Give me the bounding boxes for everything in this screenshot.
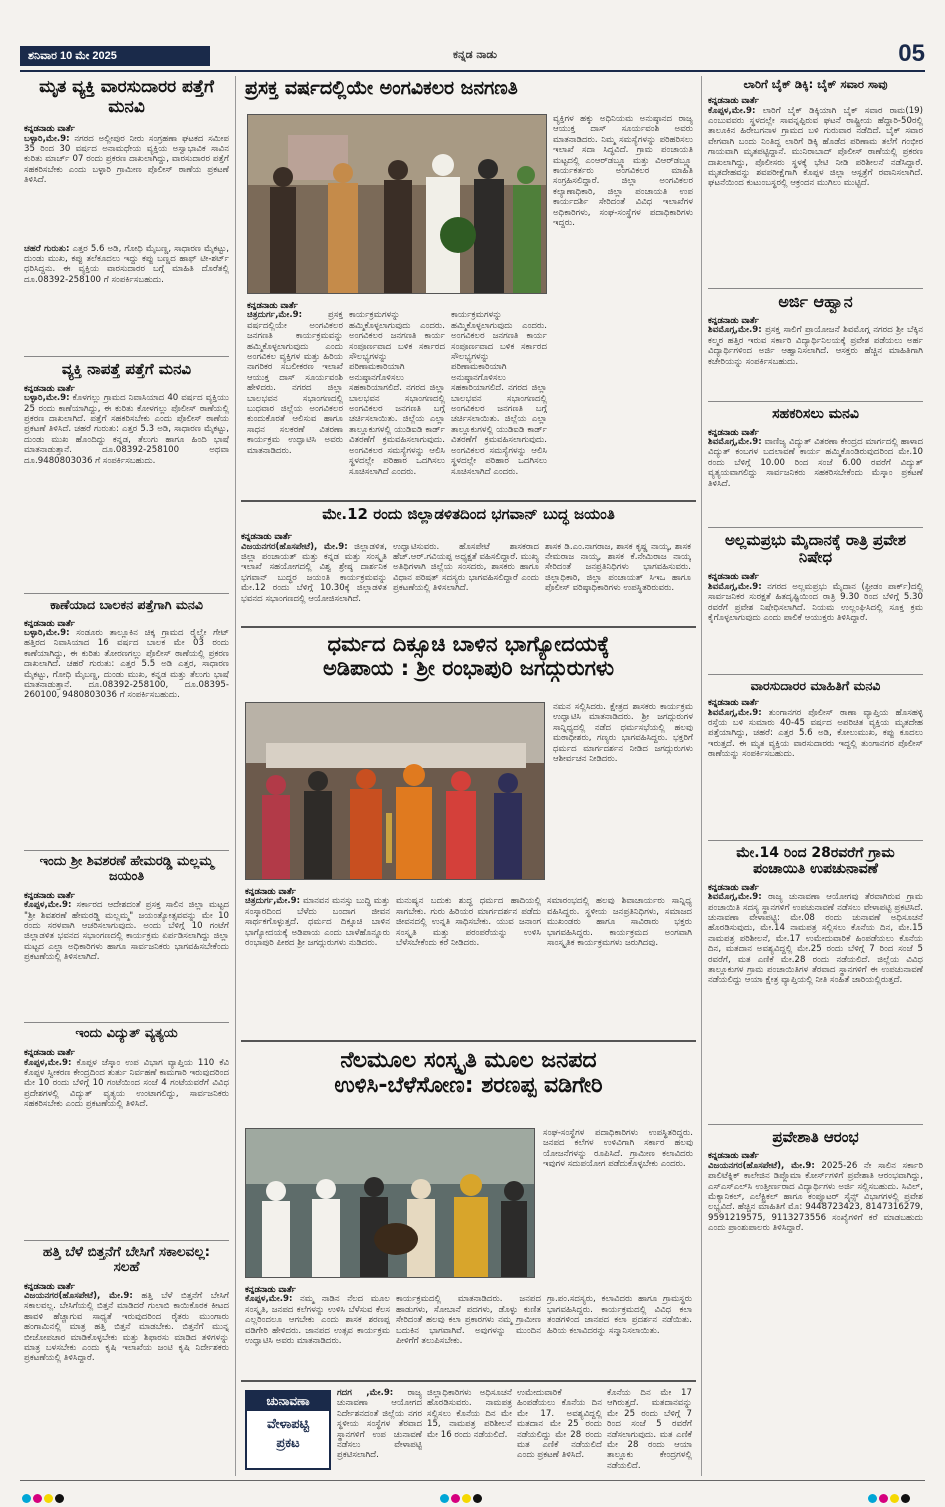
divider: [708, 527, 923, 528]
article-body: [24, 900, 229, 1018]
dateline: ಶಿವಮೊಗ್ಗ,ಮೇ.9:: [708, 436, 762, 447]
dateline: ಗದಗ ,ಮೇ.9:: [337, 1388, 394, 1398]
article-text: ಕೊಳಗಲ್ಲು ಗ್ರಾಮದ ನಿವಾಸಿಯಾದ 40 ವರ್ಷದ ವ್ಯಕ್ತಿಯು 25 ರಂದು ಕಾಣೆಯಾಗಿದ್ದು, ಈ ಕುರಿತು ಕೋಳಗಲ್ಲು ಪೊಲೀಸ್ ಠಾಣೆಯಲ್ಲಿ ಪ್ರಕರಣ ದಾಖಲಾಗಿದೆ. ಪತ್ತೆಗೆ ಸಹಕರಿಸಬೇಕು ಎಂದು ಪೊಲೀಸ್ ಠಾಣೆಯ ಪ್ರಕಟಣೆ ತಿಳಿಸಿದೆ. ಚಹರೆ ಗುರುತು: ಎತ್ತರ 5.3 ಅಡಿ, ಸಾಧಾರಣ ಮೈಕಟ್ಟು, ದುಂಡು ಮುಖ ಹೊಂದಿದ್ದು ಕನ್ನಡ, ತೆಲುಗು ಹಾಗೂ ಹಿಂದಿ ಭಾಷೆ ಮಾತನಾಡುತ್ತಾನೆ. ದೂ.08392-258100 ಅಥವಾ ದೂ.9480803036 ಗೆ ಸಂಪರ್ಕಿಸಬಹುದು.: [24, 393, 229, 466]
divider: [24, 593, 229, 594]
dateline: ಶಿವಮೊಗ್ಗ,ಮೇ.9:: [708, 892, 762, 903]
story-col-2: ಜಿಲ್ಲಾಧಿಕಾರಿಗಳು ಅಧಿಸೂಚನೆ ಹೊರಡಿಸುವರು. ನಾಮಪತ್ರ ಸಲ್ಲಿಸಲು ಕೊನೆಯ ದಿನ ಮೇ 15, ನಾಮಪತ್ರ ಪರಿಶೀಲನೆ ಮೇ 16 ರಂದು ನಡೆಯಲಿದೆ.: [427, 1388, 512, 1440]
marks-block: [24, 244, 229, 352]
article-text: ಲಾರಿಗೆ ಬೈಕ್ ಡಿಕ್ಕಿಯಾಗಿ ಬೈಕ್ ಸವಾರ ರಾಮ(19) ಎಂಬುವವರು ಸ್ಥಳದಲ್ಲೇ ಸಾವನ್ನಪ್ಪಿರುವ ಘಟನೆ ರಾಷ್ಟ್ರೀಯ ಹೆದ್ದಾರಿ-50ರಲ್ಲಿ ತಾಲೂಕಿನ ಹಿರೇಬಗನಾಳ ಗ್ರಾಮದ ಬಳಿ ಗುರುವಾರ ನಡೆದಿದೆ. ಬೈಕ್ ಸವಾರ ವೇಗವಾಗಿ ಬಂದು ನಿಂತಿದ್ದ ಲಾರಿಗೆ ಡಿಕ್ಕಿ ಹೊಡೆದ ಪರಿಣಾಮ ತಲೆಗೆ ಗಂಭೀರ ಗಾಯವಾಗಿ ಮೃತಪಟ್ಟಿದ್ದಾನೆ. ಮುನಿರಾಬಾದ್ ಪೊಲೀಸ್ ಠಾಣೆಯಲ್ಲಿ ಪ್ರಕರಣ ದಾಖಲಾಗಿದ್ದು, ಪೊಲೀಸರು ಸ್ಥಳಕ್ಕೆ ಭೇಟಿ ನೀಡಿ ಪರಿಶೀಲನೆ ನಡೆಸಿದ್ದಾರೆ. ಮೃತದೇಹವನ್ನು ಶವಪರೀಕ್ಷೆಗಾಗಿ ಕೊಪ್ಪಳ ಜಿಲ್ಲಾ ಆಸ್ಪತ್ರೆಗೆ ರವಾನಿಸಲಾಗಿದೆ. ಘಟನೆಯಿಂದ ಕುಟುಂಬಸ್ಥರಲ್ಲಿ ಆಕ್ರಂದನ ಮುಗಿಲು ಮುಟ್ಟಿದೆ.: [708, 105, 923, 189]
byline: ಕನ್ನಡನಾಡು ವಾರ್ತೆ: [708, 95, 759, 106]
magenta-dot: [33, 1494, 42, 1503]
dateline: ಬಳ್ಳಾರಿ,ಮೇ.9:: [24, 133, 70, 144]
article-bike-accident: [708, 78, 923, 284]
article-text: ರಾಜ್ಯ ಚುನಾವಣಾ ಆಯೋಗವು ತೆರವಾಗಿರುವ ಗ್ರಾಮ ಪಂಚಾಯಿತಿ ಸದಸ್ಯ ಸ್ಥಾನಗಳಿಗೆ ಉಪಚುನಾವಣೆ ನಡೆಸಲು ವೇಳಾಪಟ್ಟಿ ಪ್ರಕಟಿಸಿದೆ. ಚುನಾವಣಾ ವೇಳಾಪಟ್ಟಿ: ಮೇ.08 ರಂದು ಚುನಾವಣೆ ಅಧಿಸೂಚನೆ ಹೊರಡಿಸುವುದು, ಮೇ.14 ನಾಮಪತ್ರ ಸಲ್ಲಿಸಲು ಕೊನೆಯ ದಿನ, ಮೇ.15 ನಾಮಪತ್ರ ಪರಿಶೀಲನೆ, ಮೇ.17 ಉಮೇದುವಾರಿಕೆ ಹಿಂಪಡೆಯಲು ಕೊನೆಯ ದಿನ, ಮತದಾನ ಅವಶ್ಯವಿದ್ದಲ್ಲಿ ಮೇ.25 ರಂದು ಬೆಳಿಗ್ಗೆ 7 ರಿಂದ ಸಂಜೆ 5 ರವರೆಗೆ, ಮತ ಎಣಿಕೆ ಮೇ.28 ರಂದು ನಡೆಯಲಿದೆ. ಜಿಲ್ಲೆಯ ವಿವಿಧ ತಾಲ್ಲೂಕುಗಳ ಗ್ರಾಮ ಪಂಚಾಯಿತಿಗಳ ತೆರವಾದ ಸ್ಥಾನಗಳಿಗೆ ಈ ಉಪಚುನಾವಣೆ ನಡೆಯಲಿದ್ದು ಆಯಾ ಕ್ಷೇತ್ರ ವ್ಯಾಪ್ತಿಯಲ್ಲಿ ನೀತಿ ಸಂಹಿತೆ ಜಾರಿಯಲ್ಲಿರುತ್ತದೆ.: [708, 892, 923, 986]
box-line-3: ಪ್ರಕಟ: [276, 1436, 300, 1451]
divider: [241, 626, 696, 628]
article-heirs-info: [708, 679, 923, 836]
registration-marks-right: [868, 1488, 912, 1507]
dateline: ಶಿವಮೊಗ್ಗ,ಮೇ.9:: [708, 707, 762, 718]
box-line-1: ಚುನಾವಣಾ: [247, 1392, 329, 1411]
headline: ಪ್ರವೇಶಾತಿ ಆರಂಭ: [772, 1128, 859, 1147]
byline: ಕನ್ನಡನಾಡು ವಾರ್ತೆ: [24, 617, 75, 628]
headline: ಇಂದು ವಿದ್ಯುತ್ ವ್ಯತ್ಯಯ: [75, 1026, 178, 1042]
story-side-text: ನಮನ ಸಲ್ಲಿಸಿದರು. ಕ್ಷೇತ್ರದ ಶಾಸಕರು ಕಾರ್ಯಕ್ರಮ ಉದ್ಘಾಟಿಸಿ ಮಾತನಾಡಿದರು. ಶ್ರೀ ಜಗದ್ಗುರುಗಳ ಸಾನ್ನಿಧ್ಯದಲ್ಲಿ ನಡೆದ ಧರ್ಮಸಭೆಯಲ್ಲಿ ಹಲವು ಮಠಾಧೀಶರು, ಗಣ್ಯರು ಭಾಗವಹಿಸಿದ್ದರು. ಭಕ್ತರಿಗೆ ಧರ್ಮದ ಮಾರ್ಗದರ್ಶನ ನೀಡಿದ ಜಗದ್ಗುರುಗಳು ಆಶೀರ್ವಚನ ನೀಡಿದರು.: [553, 702, 693, 765]
story-election-schedule: [241, 1386, 696, 1476]
article-body: [24, 628, 229, 846]
folk-culture-photo: [245, 1128, 535, 1278]
story-col-3: ಉಮೇದುವಾರಿಕೆ ಹಿಂಪಡೆಯಲು ಕೊನೆಯ ದಿನ ಮೇ 17. ಅವಶ್ಯವಿದ್ದಲ್ಲಿ ಮತದಾನ ಮೇ 25 ರಂದು ನಡೆಯಲಿದ್ದು ಮೇ 28 ರಂದು ಮತ ಎಣಿಕೆ ನಡೆಯಲಿದೆ ಎಂದು ಪ್ರಕಟಣೆ ತಿಳಿಸಿದೆ.: [517, 1388, 602, 1461]
article-body: [708, 325, 923, 397]
rambhapuri-event-photo: [245, 702, 545, 880]
article-application: [708, 293, 923, 398]
byline: ಕನ್ನಡನಾಡು ವಾರ್ತೆ: [245, 1284, 296, 1294]
headline: ಮೃತ ವ್ಯಕ್ತಿ ವಾರಸುದಾರರ ಪತ್ತೆಗೆ ಮನವಿ: [39, 77, 214, 117]
story-rambhapuri: [241, 632, 696, 949]
article-allamaprabhu: [708, 532, 923, 670]
story-col-1: [337, 1388, 422, 1474]
dateline: ಚಿತ್ರದುರ್ಗ,ಮೇ.9:: [245, 896, 301, 907]
article-heirs-appeal: [24, 78, 229, 352]
article-cooperate: [708, 406, 923, 523]
magenta-dot: [879, 1494, 888, 1503]
census-photo-image: [248, 115, 547, 294]
story-col-right-top: ವ್ಯಕ್ತಿಗಳ ಹಕ್ಕು ಅಧಿನಿಯಮ ಅನುಷ್ಠಾನದ ರಾಜ್ಯ ಆಯುಕ್ತ ದಾಸ್ ಸೂರ್ಯವಂಶಿ ಅವರು ಮಾತನಾಡಿದರು. ನಿಮ್ಮ ಸಮಸ್ಯೆಗಳನ್ನು ಪರಿಹರಿಸಲು ಇಲಾಖೆ ಸದಾ ಸಿದ್ಧವಿದೆ. ಗ್ರಾಮ ಪಂಚಾಯತಿ ಮಟ್ಟದಲ್ಲಿ ಎಂಆರ್‌ಡಬ್ಲ್ಯೂ ಮತ್ತು ವಿಆರ್‌ಡಬ್ಲ್ಯೂ ಕಾರ್ಯಕರ್ತರು ಅಂಗವಿಕಲರ ಮಾಹಿತಿ ಸಂಗ್ರಹಿಸಲಿದ್ದಾರೆ. ಜಿಲ್ಲಾ ಅಂಗವಿಕಲರ ಕಲ್ಯಾಣಾಧಿಕಾರಿ, ಜಿಲ್ಲಾ ಪಂಚಾಯತಿ ಉಪ ಕಾರ್ಯದರ್ಶಿ ಸೇರಿದಂತೆ ವಿವಿಧ ಇಲಾಖೆಗಳ ಅಧಿಕಾರಿಗಳು, ಸಂಘ-ಸಂಸ್ಥೆಗಳ ಪದಾಧಿಕಾರಿಗಳು ಇದ್ದರು.: [553, 114, 693, 229]
article-mallamma-jayanti: [24, 855, 229, 1018]
divider: [708, 401, 923, 402]
byline: ಕನ್ನಡನಾಡು ವಾರ್ತೆ: [708, 697, 759, 708]
story-col-2: ಕಾರ್ಯಕ್ರಮದಲ್ಲಿ ಮಾತನಾಡಿದರು. ಜನಪದ ಹಾಡುಗಳು, ಸೋಬಾನೆ ಪದಗಳು, ಡೊಳ್ಳು ಕುಣಿತ ಸೇರಿದಂತೆ ಹಲವು ಕಲಾ ಪ್ರಕಾರಗಳು ನಮ್ಮ ಗ್ರಾಮೀಣ ಬದುಕಿನ ಭಾಗವಾಗಿವೆ. ಅವುಗಳನ್ನು ಮುಂದಿನ ಪೀಳಿಗೆಗೆ ತಲುಪಿಸಬೇಕು.: [396, 1294, 541, 1347]
black-dot: [473, 1494, 482, 1503]
headline: ಅರ್ಜಿ ಆಹ್ವಾನ: [778, 291, 853, 311]
divider: [24, 1240, 229, 1241]
masthead-rule: [20, 70, 925, 72]
dateline: ವಿಜಯನಗರ(ಹೊಸಪೇಟೆ), ಮೇ.9:: [708, 1160, 815, 1171]
rambhapuri-photo-image: [246, 703, 545, 880]
article-gp-bypoll: [708, 845, 923, 1121]
page-number: 05: [898, 40, 925, 67]
box-line-2: ವೇಳಾಪಟ್ಟಿ: [266, 1417, 310, 1432]
article-text: ಮಾನವನ ಮನಸ್ಸು ಬುದ್ಧಿ ಮತ್ತು ಸಂಸ್ಕಾರದಿಂದ ಬೆಳೆದು ಬಂದಾಗ ಜೀವನ ಸಾರ್ಥಕಗೊಳ್ಳುತ್ತದೆ. ಧರ್ಮದ ದಿಕ್ಸೂಚಿ ಬಾಳಿನ ಭಾಗ್ಯೋದಯಕ್ಕೆ ಅಡಿಪಾಯ ಎಂದು ಬಾಳೆಹೊನ್ನೂರು ರಂಭಾಪುರಿ ಪೀಠದ ಶ್ರೀ ಜಗದ್ಗುರುಗಳು ನುಡಿದರು.: [245, 896, 390, 949]
black-dot: [55, 1494, 64, 1503]
article-body: [708, 708, 923, 836]
dateline: ಬಳ್ಳಾರಿ,ಮೇ.9:: [24, 393, 70, 404]
headline: ಲಾರಿಗೆ ಬೈಕ್ ಡಿಕ್ಕಿ: ಬೈಕ್ ಸವಾರ ಸಾವು: [743, 77, 888, 91]
article-body: [708, 582, 923, 670]
date-bar: [20, 46, 210, 66]
story-col-2: ಉದ್ಘಾಟಿಸುವರು. ಹೊಸಪೇಟೆ ಶಾಸಕರಾದ ಹೆಚ್.ಆರ್.ಗವಿಯಪ್ಪ ಅಧ್ಯಕ್ಷತೆ ವಹಿಸಲಿದ್ದಾರೆ. ಮುಖ್ಯ ಅತಿಥಿಗಳಾಗಿ ಜಿಲ್ಲೆಯ ಸಂಸದರು, ಶಾಸಕರು ಹಾಗೂ ವಿಧಾನ ಪರಿಷತ್ ಸದಸ್ಯರು ಭಾಗವಹಿಸಲಿದ್ದಾರೆ ಎಂದು ಪ್ರಕಟಣೆಯಲ್ಲಿ ತಿಳಿಸಲಾಗಿದೆ.: [393, 541, 539, 594]
article-text: ಕೊಪ್ಪಳ ಜೆಸ್ಕಾಂ ಉಪ ವಿಭಾಗ ವ್ಯಾಪ್ತಿಯ 110 ಕೆವಿ ಕೊಪ್ಪಳ ಸ್ವೀಕರಣ ಕೇಂದ್ರದಿಂದ ತುರ್ತು ನಿರ್ವಹಣೆ ಕಾಮಗಾರಿ ಇರುವುದರಿಂದ ಮೇ 10 ರಂದು ಬೆಳಿಗ್ಗೆ 10 ಗಂಟೆಯಿಂದ ಸಂಜೆ 4 ಗಂಟೆಯವರೆಗೆ ವಿವಿಧ ಪ್ರದೇಶಗಳಲ್ಲಿ ವಿದ್ಯುತ್ ವ್ಯತ್ಯಯ ಉಂಟಾಗಲಿದ್ದು, ಸಾರ್ವಜನಿಕರು ಸಹಕರಿಸಬೇಕು ಎಂದು ಪ್ರಕಟಣೆಯಲ್ಲಿ ತಿಳಿಸಿದೆ.: [24, 1057, 229, 1110]
cyan-dot: [440, 1494, 449, 1503]
article-body: [24, 1058, 229, 1236]
byline: ಕನ್ನಡನಾಡು ವಾರ್ತೆ: [708, 315, 759, 326]
byline: ಕನ್ನಡನಾಡು ವಾರ್ತೆ: [708, 1150, 759, 1161]
yellow-dot: [44, 1494, 53, 1503]
byline: ಕನ್ನಡನಾಡು ವಾರ್ತೆ: [245, 886, 296, 896]
story-side-text: ಸಂಘ-ಸಂಸ್ಥೆಗಳ ಪದಾಧಿಕಾರಿಗಳು ಉಪಸ್ಥಿತರಿದ್ದರು. ಜನಪದ ಕಲೆಗಳ ಉಳಿವಿಗಾಗಿ ಸರ್ಕಾರ ಹಲವು ಯೋಜನೆಗಳನ್ನು ರೂಪಿಸಿದೆ. ಗ್ರಾಮೀಣ ಕಲಾವಿದರು ಇವುಗಳ ಸದುಪಯೋಗ ಪಡೆದುಕೊಳ್ಳಬೇಕು ಎಂದರು.: [543, 1128, 693, 1170]
article-text: ನಗರದ ಅಲ್ಲಮಪ್ರಭು ಮೈದಾನ (ಫ್ರೀಡಂ ಪಾರ್ಕ್)ದಲ್ಲಿ ಸಾರ್ವಜನಿಕರ ಸುರಕ್ಷತೆ ಹಿತದೃಷ್ಟಿಯಿಂದ ರಾತ್ರಿ 9.30 ರಿಂದ ಬೆಳಿಗ್ಗೆ 5.30 ರವರೆಗೆ ಪ್ರವೇಶ ನಿಷೇಧಿಸಲಾಗಿದೆ. ನಿಯಮ ಉಲ್ಲಂಘಿಸಿದಲ್ಲಿ ಸೂಕ್ತ ಕ್ರಮ ಕೈಗೊಳ್ಳಲಾಗುವುದು ಎಂದು ಪಾಲಿಕೆ ಆಯುಕ್ತರು ತಿಳಿಸಿದ್ದಾರೆ.: [708, 581, 923, 624]
byline: ಕನ್ನಡನಾಡು ವಾರ್ತೆ: [708, 426, 759, 437]
byline: ಕನ್ನಡನಾಡು ವಾರ್ತೆ: [24, 382, 75, 393]
article-text: ನಗರದ ಅಲ್ಲೀಪುರ ನೀರು ಸಂಗ್ರಹಣಾ ಘಟಕದ ಸಮೀಪ 35 ರಿಂದ 30 ವರ್ಷದ ಅನಾಮಧೇಯ ವ್ಯಕ್ತಿಯ ಅಸ್ವಾಭಾವಿಕ ಸಾವಿನ ಕುರಿತು ಮಾರ್ಚ್ 07 ರಂದು ಪ್ರಕರಣ ದಾಖಲಾಗಿದ್ದು, ವಾರಸುದಾರರ ಪತ್ತೆಗೆ ಸಹಕರಿಸಬೇಕು ಎಂದು ಬಳ್ಳಾರಿ ಗ್ರಾಮೀಣ ಪೊಲೀಸ್ ಠಾಣೆಯ ಪ್ರಕಟಣೆ ತಿಳಿಸಿದೆ.: [24, 133, 229, 186]
story-col-4: ಕೊನೆಯ ದಿನ ಮೇ 17 ಆಗಿರುತ್ತದೆ. ಮತದಾನವನ್ನು ಮೇ 25 ರಂದು ಬೆಳಿಗ್ಗೆ 7 ರಿಂದ ಸಂಜೆ 5 ರವರೆಗೆ ನಡೆಸಲಾಗುವುದು. ಮತ ಎಣಿಕೆ ಮೇ 28 ರಂದು ಆಯಾ ತಾಲ್ಲೂಕು ಕೇಂದ್ರಗಳಲ್ಲಿ ನಡೆಯಲಿದೆ.: [607, 1388, 692, 1471]
story-col-2: ಮನುಷ್ಯನ ಬದುಕು ಶುದ್ಧ ಧರ್ಮದ ಹಾದಿಯಲ್ಲಿ ಸಾಗಬೇಕು. ಗುರು ಹಿರಿಯರ ಮಾರ್ಗದರ್ಶನ ಪಡೆದು ಜೀವನದಲ್ಲಿ ಉನ್ನತಿ ಸಾಧಿಸಬೇಕು. ಯುವ ಜನಾಂಗ ಸಂಸ್ಕೃತಿ ಮತ್ತು ಪರಂಪರೆಯನ್ನು ಉಳಿಸಿ ಬೆಳೆಸಬೇಕೆಂದು ಕರೆ ನೀಡಿದರು.: [396, 896, 541, 949]
article-text: ಸರ್ಕಾರದ ಆದೇಶದಂತೆ ಪ್ರಸಕ್ತ ಸಾಲಿನ ಜಿಲ್ಲಾ ಮಟ್ಟದ "ಶ್ರೀ ಶಿವಶರಣೆ ಹೇಮರಡ್ಡಿ ಮಲ್ಲಮ್ಮ" ಜಯಂತ್ಯೋತ್ಸವವನ್ನು ಮೇ 10 ರಂದು ಸರಳವಾಗಿ ಆಚರಿಸಲಾಗುವುದು. ಅಂದು ಬೆಳಿಗ್ಗೆ 10 ಗಂಟೆಗೆ ಜಿಲ್ಲಾಡಳಿತ ಭವನದ ಸಭಾಂಗಣದಲ್ಲಿ ಕಾರ್ಯಕ್ರಮ ಏರ್ಪಡಿಸಲಾಗಿದ್ದು ಜಿಲ್ಲಾ ಮಟ್ಟದ ಎಲ್ಲಾ ಅಧಿಕಾರಿಗಳು ಹಾಗೂ ಸಾರ್ವಜನಿಕರು ಭಾಗವಹಿಸಬೇಕೆಂದು ಪ್ರಕಟಣೆಯಲ್ಲಿ ತಿಳಿಸಲಾಗಿದೆ.: [24, 900, 229, 963]
headline-line-1: ನೆಲಮೂಲ ಸಂಸ್ಕೃತಿ ಮೂಲ ಜನಪದ: [340, 1048, 597, 1073]
article-text: ಪ್ರಸಕ್ತ ಸಾಲಿಗೆ ಪ್ರಾಯೋಜನೆ ಶಿವಮೊಗ್ಗ ನಗರದ ಶ್ರೀ ಬೆಕ್ಕಿನ ಕಲ್ಮಠ ಹತ್ತಿರ ಇರುವ ಸರ್ಕಾರಿ ವಿದ್ಯಾರ್ಥಿನಿಲಯಕ್ಕೆ ಪ್ರವೇಶ ಪಡೆಯಲು ಅರ್ಹ ವಿದ್ಯಾರ್ಥಿಗಳಿಂದ ಅರ್ಜಿ ಆಹ್ವಾನಿಸಲಾಗಿದೆ. ಆಸಕ್ತರು ಹೆಚ್ಚಿನ ಮಾಹಿತಿಗಾಗಿ ಕಚೇರಿಯನ್ನು ಸಂಪರ್ಕಿಸಬಹುದು.: [708, 325, 923, 367]
divider: [24, 356, 229, 357]
article-text: ಹತ್ತಿ ಬೆಳೆ ಬಿತ್ತನೆಗೆ ಬೇಸಿಗೆ ಸಕಾಲವಲ್ಲ. ಬೇಸಿಗೆಯಲ್ಲಿ ಬಿತ್ತನೆ ಮಾಡಿದರೆ ಗುಲಾಬಿ ಕಾಯಿಕೊರಕ ಕೀಟದ ಹಾವಳಿ ಹೆಚ್ಚಾಗುವ ಸಾಧ್ಯತೆ ಇರುವುದರಿಂದ ರೈತರು ಮುಂಗಾರು ಹಂಗಾಮಿನಲ್ಲಿ ಮಾತ್ರ ಹತ್ತಿ ಬಿತ್ತನೆ ಮಾಡಬೇಕು. ಬಿತ್ತನೆಗೆ ಮುನ್ನ ಬೀಜೋಪಚಾರ ಮಾಡಿಕೊಳ್ಳಬೇಕು ಮತ್ತು ಶಿಫಾರಸು ಮಾಡಿದ ತಳಿಗಳನ್ನು ಮಾತ್ರ ಬಳಸಬೇಕು ಎಂದು ಕೃಷಿ ಇಲಾಖೆಯ ಜಂಟಿ ಕೃಷಿ ನಿರ್ದೇಶಕರು ಪ್ರಕಟಣೆಯಲ್ಲಿ ತಿಳಿಸಿದ್ದಾರೆ.: [24, 1291, 229, 1364]
article-text: 2025-26 ನೇ ಸಾಲಿನ ಸರ್ಕಾರಿ ಪಾಲಿಟೆಕ್ನಿಕ್ ಕಾಲೇಜಿನ ಡಿಪ್ಲೊಮಾ ಕೋರ್ಸ್‌ಗಳಿಗೆ ಪ್ರವೇಶಾತಿ ಆರಂಭವಾಗಿದ್ದು, ಎಸ್ಎಸ್ಎಲ್‌ಸಿ ಉತ್ತೀರ್ಣರಾದ ವಿದ್ಯಾರ್ಥಿಗಳು ಅರ್ಜಿ ಸಲ್ಲಿಸಬಹುದು. ಸಿವಿಲ್, ಮೆಕ್ಯಾನಿಕಲ್, ಎಲೆಕ್ಟ್ರಿಕಲ್ ಹಾಗೂ ಕಂಪ್ಯೂಟರ್ ಸೈನ್ಸ್ ವಿಭಾಗಗಳಲ್ಲಿ ಪ್ರವೇಶ ಲಭ್ಯವಿದೆ. ಹೆಚ್ಚಿನ ಮಾಹಿತಿಗೆ ಮೊ: 9448723423, 8147316279, 9591219575, 9113273556 ಸಂಖ್ಯೆಗಳಿಗೆ ಕರೆ ಮಾಡಬಹುದು ಎಂದು ಪ್ರಾಂಶುಪಾಲರು ತಿಳಿಸಿದ್ದಾರೆ.: [708, 1160, 923, 1234]
footer-rule: [20, 1480, 925, 1481]
byline: ಕನ್ನಡನಾಡು ವಾರ್ತೆ: [247, 300, 298, 310]
article-body: [24, 1291, 229, 1507]
cyan-dot: [22, 1494, 31, 1503]
divider: [24, 1022, 229, 1023]
dateline: ಕೊಪ್ಪಳ,ಮೇ.9:: [708, 105, 756, 116]
dateline: ಬಳ್ಳಾರಿ,ಮೇ.9:: [24, 627, 70, 638]
headline: ಅಲ್ಲಮಪ್ರಭು ಮೈದಾನಕ್ಕೆ ರಾತ್ರಿ ಪ್ರವೇಶ ನಿಷೇಧ: [725, 530, 906, 567]
article-power-cut: [24, 1027, 229, 1235]
dateline: ವಿಜಯನಗರ(ಹೊಸಪೇಟೆ), ಮೇ.9:: [24, 1291, 133, 1301]
left-column: [24, 78, 229, 1507]
dateline: ಕೊಪ್ಪಳ,ಮೇ.9:: [24, 1057, 72, 1068]
article-admission: [708, 1129, 923, 1361]
story-buddha-jayanti: [241, 506, 696, 628]
story-census: [241, 77, 696, 477]
byline: ಕನ್ನಡನಾಡು ವಾರ್ತೆ: [24, 1280, 75, 1291]
marks-label: ಚಹರೆ ಗುರುತು:: [24, 243, 70, 254]
paper-name: ಕನ್ನಡ ನಾಡು: [453, 48, 497, 61]
column-divider-left: [235, 76, 236, 1476]
story-col-3: ಕಾರ್ಯಕ್ರಮಗಳನ್ನು ಹಮ್ಮಿಕೊಳ್ಳಲಾಗುವುದು ಎಂದರು. ಅಂಗವಿಕಲರ ಜನಗಣತಿ ಕಾರ್ಯ ಸಂಪೂರ್ಣವಾದ ಬಳಿಕ ಸರ್ಕಾರದ ಸೌಲಭ್ಯಗಳನ್ನು ಪರಿಣಾಮಕಾರಿಯಾಗಿ ಅನುಷ್ಠಾನಗೊಳಿಸಲು ಸಹಕಾರಿಯಾಗಲಿದೆ. ನಗರದ ಜಿಲ್ಲಾ ಬಾಲಭವನ ಸಭಾಂಗಣದಲ್ಲಿ ಅಂಗವಿಕಲರ ಜನಗಣತಿ ಬಗ್ಗೆ ಚರ್ಚಿಸಲಾಯಿತು. ಜಿಲ್ಲೆಯ ಎಲ್ಲಾ ತಾಲ್ಲೂಕುಗಳಲ್ಲಿ ಯುಡಿಐಡಿ ಕಾರ್ಡ್ ವಿತರಣೆಗೆ ಕ್ರಮವಹಿಸಲಾಗುವುದು. ಅಂಗವಿಕಲರ ಸಮಸ್ಯೆಗಳನ್ನು ಆಲಿಸಿ ಸ್ಥಳದಲ್ಲೇ ಪರಿಹಾರ ಒದಗಿಸಲು ಸೂಚಿಸಲಾಗಿದೆ ಎಂದರು.: [451, 310, 547, 477]
article-body: [24, 393, 229, 589]
headline-line-1: ಧರ್ಮದ ದಿಕ್ಸೂಚಿ ಬಾಳಿನ ಭಾಗ್ಯೋದಯಕ್ಕೆ: [327, 632, 610, 656]
registration-marks-left: [22, 1488, 66, 1507]
magenta-dot: [451, 1494, 460, 1503]
divider: [708, 1124, 923, 1125]
headline: ಹತ್ತಿ ಬೆಳೆ ಬಿತ್ತನೆಗೆ ಬೇಸಿಗೆ ಸಕಾಲವಲ್ಲ: ಸಲಹೆ: [42, 1243, 211, 1276]
right-column: [708, 78, 923, 1361]
article-text: ವಾಣಿಜ್ಯ ವಿದ್ಯುತ್ ವಿತರಣಾ ಕೇಂದ್ರದ ಮಾರ್ಗದಲ್ಲಿ ಹಾಳಾದ ವಿದ್ಯುತ್ ಕಂಬಗಳ ಬದಲಾವಣೆ ಕಾರ್ಯ ಹಮ್ಮಿಕೊಂಡಿರುವುದರಿಂದ ಮೇ.10 ರಂದು ಬೆಳಿಗ್ಗೆ 10.00 ರಿಂದ ಸಂಜೆ 6.00 ರವರೆಗೆ ವಿದ್ಯುತ್ ವ್ಯತ್ಯಯವಾಗಲಿದ್ದು ಸಾರ್ವಜನಿಕರು ಸಹಕರಿಸಬೇಕೆಂದು ಮೆಸ್ಕಾಂ ಪ್ರಕಟಣೆ ತಿಳಿಸಿದೆ.: [708, 436, 923, 489]
story-col-3: ಗ್ರಾ.ಪಂ.ಸದಸ್ಯರು, ಕಲಾವಿದರು ಹಾಗೂ ಗ್ರಾಮಸ್ಥರು ಭಾಗವಹಿಸಿದ್ದರು. ಕಾರ್ಯಕ್ರಮದಲ್ಲಿ ವಿವಿಧ ಕಲಾ ತಂಡಗಳಿಂದ ಜಾನಪದ ಕಲಾ ಪ್ರದರ್ಶನ ನಡೆಯಿತು. ಹಿರಿಯ ಕಲಾವಿದರನ್ನು ಸನ್ಮಾನಿಸಲಾಯಿತು.: [547, 1294, 692, 1336]
byline: ಕನ್ನಡನಾಡು ವಾರ್ತೆ: [241, 531, 292, 542]
column-divider-right: [701, 76, 702, 1476]
article-body: [24, 134, 229, 244]
story-col-3: ಸಮಾರಂಭದಲ್ಲಿ ಹಲವು ಶಿವಾಚಾರ್ಯರು ಸಾನ್ನಿಧ್ಯ ವಹಿಸಿದ್ದರು. ಸ್ಥಳೀಯ ಜನಪ್ರತಿನಿಧಿಗಳು, ಸಮಾಜದ ಮುಖಂಡರು ಹಾಗೂ ಸಾವಿರಾರು ಭಕ್ತರು ಭಾಗವಹಿಸಿದ್ದರು. ಕಾರ್ಯಕ್ರಮದ ಅಂಗವಾಗಿ ಸಾಂಸ್ಕೃತಿಕ ಕಾರ್ಯಕ್ರಮಗಳು ಜರುಗಿದವು.: [547, 896, 692, 949]
story-folk-culture: [241, 1048, 696, 1347]
census-event-photo: [247, 114, 547, 294]
registration-marks-center: [440, 1488, 484, 1507]
article-missing-boy: [24, 598, 229, 846]
yellow-dot: [890, 1494, 899, 1503]
article-missing-person: [24, 361, 229, 590]
story-col-1: [241, 542, 387, 628]
headline: ಮೇ.12 ರಂದು ಜಿಲ್ಲಾಡಳಿತದಿಂದ ಭಗವಾನ್ ಬುದ್ಧ ಜಯಂತಿ: [322, 505, 615, 523]
article-body: [708, 106, 923, 284]
article-cotton-advice: [24, 1245, 229, 1507]
byline: ಕನ್ನಡನಾಡು ವಾರ್ತೆ: [708, 571, 759, 582]
headline: ಮೇ.14 ರಿಂದ 28ರವರೆಗೆ ಗ್ರಾಮ ಪಂಚಾಯಿತಿ ಉಪಚುನಾವಣೆ: [736, 844, 895, 877]
divider: [241, 1380, 696, 1382]
byline: ಕನ್ನಡನಾಡು ವಾರ್ತೆ: [24, 1047, 75, 1058]
dateline: ಕೊಪ್ಪಳ,ಮೇ.9:: [245, 1294, 293, 1305]
story-col-3: ಶಾಸಕ ಡಿ.ಎಂ.ನಾಗರಾಜ, ಶಾಸಕ ಕೃಷ್ಣ ನಾಯ್ಕ, ಶಾಸಕ ನೇಮರಾಜ ನಾಯ್ಕ, ಶಾಸಕ ಕೆ.ನೇಮಿರಾಜ ನಾಯ್ಕ ಸೇರಿದಂತೆ ಜನಪ್ರತಿನಿಧಿಗಳು ಭಾಗವಹಿಸುವರು. ಜಿಲ್ಲಾಧಿಕಾರಿ, ಜಿಲ್ಲಾ ಪಂಚಾಯತ್ ಸಿಇಒ ಹಾಗೂ ಪೊಲೀಸ್ ವರಿಷ್ಠಾಧಿಕಾರಿಗಳು ಉಪಸ್ಥಿತರಿರುವರು.: [545, 541, 691, 594]
cyan-dot: [868, 1494, 877, 1503]
dateline: ಶಿವಮೊಗ್ಗ,ಮೇ.9:: [708, 325, 762, 336]
divider: [24, 850, 229, 851]
black-dot: [901, 1494, 910, 1503]
story-col-1: [245, 896, 390, 1016]
divider: [708, 288, 923, 289]
article-text: ಸಂಡೂರು ತಾಲ್ಲೂಕಿನ ಚಿಕ್ಕ ಗ್ರಾಮದ ರೈಲ್ವೇ ಗೇಟ್ ಹತ್ತಿರದ ನಿವಾಸಿಯಾದ 16 ವರ್ಷದ ಬಾಲಕ ಮೇ 03 ರಂದು ಕಾಣೆಯಾಗಿದ್ದು, ಈ ಕುರಿತು ತೋರಣಗಲ್ಲು ಪೊಲೀಸ್ ಠಾಣೆಯಲ್ಲಿ ಪ್ರಕರಣ ದಾಖಲಾಗಿದೆ. ಚಹರೆ ಗುರುತು: ಎತ್ತರ 5.5 ಅಡಿ ಎತ್ತರ, ಸಾಧಾರಣ ಮೈಕಟ್ಟು, ಗೋಧಿ ಮೈಬಣ್ಣ, ದುಂಡು ಮುಖ, ಕನ್ನಡ ಮತ್ತು ತೆಲುಗು ಭಾಷೆ ಮಾತನಾಡುತ್ತಾನೆ. ದೂ.08392-258100, ದೂ.08395-260100, 9480803036 ಗೆ ಸಂಪರ್ಕಿಸಬಹುದು.: [24, 627, 229, 701]
article-text: ಜಿಲ್ಲಾಡಳಿತ, ಜಿಲ್ಲಾ ಪಂಚಾಯತ್ ಮತ್ತು ಕನ್ನಡ ಮತ್ತು ಸಂಸ್ಕೃತಿ ಇಲಾಖೆ ಸಹಯೋಗದಲ್ಲಿ ವಿಶ್ವ ಶ್ರೇಷ್ಠ ದಾರ್ಶನಿಕ ಭಗವಾನ್ ಬುದ್ಧರ ಜಯಂತಿ ಕಾರ್ಯಕ್ರಮವನ್ನು ಮೇ.12 ರಂದು ಬೆಳಿಗ್ಗೆ 10.30ಕ್ಕೆ ಜಿಲ್ಲಾಡಳಿತ ಭವನದ ಸಭಾಂಗಣದಲ್ಲಿ ಆಯೋಜಿಸಲಾಗಿದೆ.: [241, 541, 387, 604]
byline: ಕನ್ನಡನಾಡು ವಾರ್ತೆ: [24, 889, 75, 900]
article-body: [708, 1161, 923, 1361]
marks-text: ಎತ್ತರ 5.6 ಅಡಿ, ಗೋಧಿ ಮೈಬಣ್ಣ, ಸಾಧಾರಣ ಮೈಕಟ್ಟು, ದುಂಡು ಮುಖ, ಕಪ್ಪು ತಲೆಕೂದಲು ಇದ್ದು ಕಪ್ಪು ಬಣ್ಣದ ಹಾಫ್ ಟೀ-ಶರ್ಟ್ ಧರಿಸಿದ್ದನು. ಈ ವ್ಯಕ್ತಿಯ ವಾರಸುದಾರರ ಬಗ್ಗೆ ಮಾಹಿತಿ ದೊರೆತಲ್ಲಿ ದೂ.08392-258100 ಗೆ ಸಂಪರ್ಕಿಸಬಹುದು.: [24, 243, 229, 285]
headline: ಸಹಕರಿಸಲು ಮನವಿ: [772, 406, 859, 423]
divider: [241, 500, 696, 502]
headline: ಪ್ರಸಕ್ತ ವರ್ಷದಲ್ಲಿಯೇ ಅಂಗವಿಕಲರ ಜನಗಣತಿ: [245, 77, 518, 99]
byline: ಕನ್ನಡನಾಡು ವಾರ್ತೆ: [24, 123, 75, 134]
dateline: ಶಿವಮೊಗ್ಗ,ಮೇ.9:: [708, 581, 762, 592]
article-text: ನಮ್ಮ ನಾಡಿನ ನೆಲದ ಮೂಲ ಸಂಸ್ಕೃತಿ, ಜನಪದ ಕಲೆಗಳನ್ನು ಉಳಿಸಿ ಬೆಳೆಸುವ ಕೆಲಸ ಎಲ್ಲರಿಂದಲೂ ಆಗಬೇಕು ಎಂದು ಶಾಸಕ ಶರಣಪ್ಪ ವಡಿಗೇರಿ ಹೇಳಿದರು. ಜಾನಪದ ಉತ್ಸವ ಕಾರ್ಯಕ್ರಮ ಉದ್ಘಾಟಿಸಿ ಅವರು ಮಾತನಾಡಿದರು.: [245, 1294, 390, 1347]
article-text: ತುಂಗಾನಗರ ಪೊಲೀಸ್ ಠಾಣಾ ವ್ಯಾಪ್ತಿಯ ಹೊಸಹಳ್ಳಿ ರಸ್ತೆಯ ಬಳಿ ಸುಮಾರು 40-45 ವರ್ಷದ ಅಪರಿಚಿತ ವ್ಯಕ್ತಿಯ ಮೃತದೇಹ ಪತ್ತೆಯಾಗಿದ್ದು, ಚಹರೆ: ಎತ್ತರ 5.6 ಅಡಿ, ಕೋಲುಮುಖ, ಕಪ್ಪು ಕೂದಲು ಇರುತ್ತದೆ. ಈ ಮೃತ ವ್ಯಕ್ತಿಯ ವಾರಸುದಾರರು ಇದ್ದಲ್ಲಿ ತುಂಗಾನಗರ ಪೊಲೀಸ್ ಠಾಣೆಯನ್ನು ಸಂಪರ್ಕಿಸಬಹುದು.: [708, 707, 923, 760]
article-text: ಪ್ರಸಕ್ತ ವರ್ಷದಲ್ಲಿಯೇ ಅಂಗವಿಕಲರ ಜನಗಣತಿ ಕಾರ್ಯಕ್ರಮವನ್ನು ಹಮ್ಮಿಕೊಳ್ಳಲಾಗುವುದು ಎಂದು ಅಂಗವಿಕಲ ವ್ಯಕ್ತಿಗಳ ಮತ್ತು ಹಿರಿಯ ನಾಗರಿಕರ ಸಬಲೀಕರಣ ಇಲಾಖೆ ಆಯುಕ್ತ ದಾಸ್ ಸೂರ್ಯವಂಶಿ ಹೇಳಿದರು. ನಗರದ ಜಿಲ್ಲಾ ಬಾಲಭವನ ಸಭಾಂಗಣದಲ್ಲಿ ಬುಧವಾರ ಜಿಲ್ಲೆಯ ಅಂಗವಿಕಲರ ಕುಂದುಕೊರತೆ ಆಲಿಸುವ ಹಾಗೂ ಸಾಧನ ಸಲಕರಣೆ ವಿತರಣಾ ಕಾರ್ಯಕ್ರಮ ಉದ್ಘಾಟಿಸಿ ಅವರು ಮಾತನಾಡಿದರು.: [247, 310, 343, 456]
election-box: [245, 1390, 331, 1470]
headline-line-2: ಅಡಿಪಾಯ : ಶ್ರೀ ರಂಭಾಪುರಿ ಜಗದ್ಗುರುಗಳು: [322, 656, 615, 681]
divider: [708, 674, 923, 675]
dateline: ಕೊಪ್ಪಳ,ಮೇ.9:: [24, 900, 72, 911]
article-body: [708, 892, 923, 1120]
byline: ಕನ್ನಡನಾಡು ವಾರ್ತೆ: [708, 881, 759, 892]
headline: ವ್ಯಕ್ತಿ ನಾಪತ್ತೆ ಪತ್ತೆಗೆ ಮನವಿ: [61, 359, 192, 378]
yellow-dot: [462, 1494, 471, 1503]
folk-culture-photo-image: [246, 1129, 535, 1278]
divider: [708, 840, 923, 841]
issue-date: ಶನಿವಾರ 10 ಮೇ 2025: [28, 50, 117, 62]
article-text: ರಾಜ್ಯ ಚುನಾವಣಾ ಆಯೋಗದ ನಿರ್ದೇಶನದಂತೆ ಜಿಲ್ಲೆಯ ನಗರ ಸ್ಥಳೀಯ ಸಂಸ್ಥೆಗಳ ತೆರವಾದ ಸ್ಥಾನಗಳಿಗೆ ಉಪ ಚುನಾವಣೆ ನಡೆಸಲು ವೇಳಾಪಟ್ಟಿ ಪ್ರಕಟಿಸಲಾಗಿದೆ.: [337, 1388, 422, 1461]
headline: ವಾರಸುದಾರರ ಮಾಹಿತಿಗೆ ಮನವಿ: [750, 677, 881, 693]
divider: [241, 1040, 696, 1042]
article-body: [708, 437, 923, 523]
election-columns: [337, 1388, 693, 1474]
dateline: ವಿಜಯನಗರ(ಹೊಸಪೇಟೆ), ಮೇ.9:: [241, 541, 348, 552]
headline-line-2: ಉಳಿಸಿ-ಬೆಳೆಸೋಣ: ಶರಣಪ್ಪ ವಡಿಗೇರಿ: [334, 1073, 603, 1099]
headline: ಕಾಣೆಯಾದ ಬಾಲಕನ ಪತ್ತೆಗಾಗಿ ಮನವಿ: [50, 597, 203, 613]
headline: ಇಂದು ಶ್ರೀ ಶಿವಶರಣೆ ಹೇಮರಡ್ಡಿ ಮಲ್ಲಮ್ಮ ಜಯಂತಿ: [39, 853, 214, 884]
story-col-2: ಕಾರ್ಯಕ್ರಮಗಳನ್ನು ಹಮ್ಮಿಕೊಳ್ಳಲಾಗುವುದು ಎಂದರು. ಅಂಗವಿಕಲರ ಜನಗಣತಿ ಕಾರ್ಯ ಸಂಪೂರ್ಣವಾದ ಬಳಿಕ ಸರ್ಕಾರದ ಸೌಲಭ್ಯಗಳನ್ನು ಪರಿಣಾಮಕಾರಿಯಾಗಿ ಅನುಷ್ಠಾನಗೊಳಿಸಲು ಸಹಕಾರಿಯಾಗಲಿದೆ. ನಗರದ ಜಿಲ್ಲಾ ಬಾಲಭವನ ಸಭಾಂಗಣದಲ್ಲಿ ಅಂಗವಿಕಲರ ಜನಗಣತಿ ಬಗ್ಗೆ ಚರ್ಚಿಸಲಾಯಿತು. ಜಿಲ್ಲೆಯ ಎಲ್ಲಾ ತಾಲ್ಲೂಕುಗಳಲ್ಲಿ ಯುಡಿಐಡಿ ಕಾರ್ಡ್ ವಿತರಣೆಗೆ ಕ್ರಮವಹಿಸಲಾಗುವುದು. ಅಂಗವಿಕಲರ ಸಮಸ್ಯೆಗಳನ್ನು ಆಲಿಸಿ ಸ್ಥಳದಲ್ಲೇ ಪರಿಹಾರ ಒದಗಿಸಲು ಸೂಚಿಸಲಾಗಿದೆ ಎಂದರು.: [349, 310, 445, 477]
masthead: [20, 40, 925, 68]
story-body: [245, 886, 693, 1016]
dateline: ಚಿತ್ರದುರ್ಗ,ಮೇ.9:: [247, 310, 303, 321]
